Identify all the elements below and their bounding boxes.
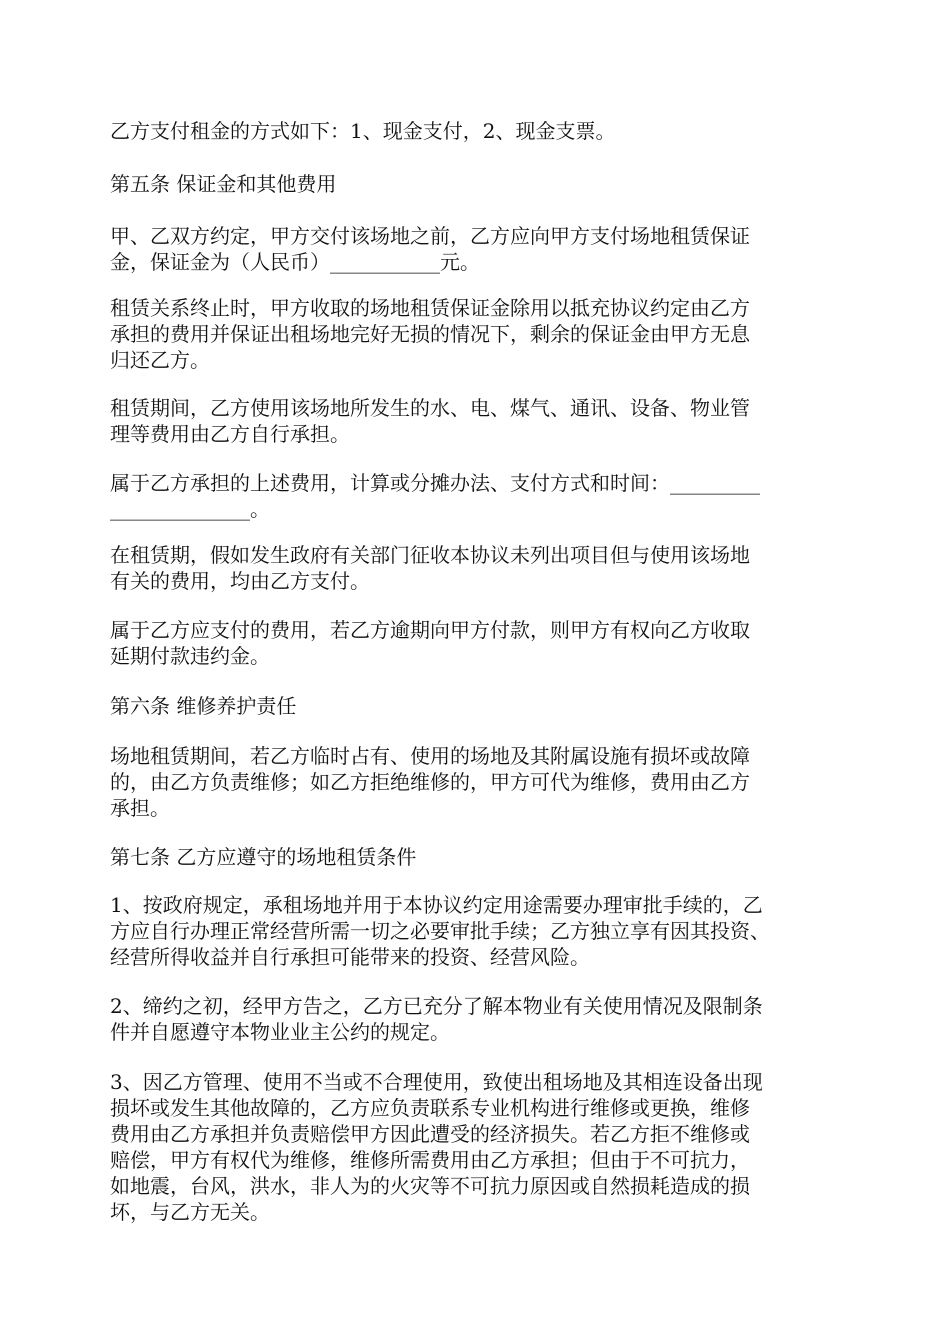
maintenance-paragraph-line-2: 的，由乙方负责维修；如乙方拒绝维修的，甲方可代为维修，费用由乙方 — [110, 770, 750, 794]
fee-calculation-paragraph-line-2: ______________。 — [110, 497, 270, 521]
deposit-paragraph-line-1: 甲、乙双方约定，甲方交付该场地之前，乙方应向甲方支付场地租赁保证 — [110, 224, 750, 248]
condition-3-line-2: 损坏或发生其他故障的，乙方应负责联系专业机构进行维修或更换，维修 — [110, 1096, 750, 1120]
deposit-return-paragraph-line-2: 承担的费用并保证出租场地完好无损的情况下，剩余的保证金由甲方无息 — [110, 322, 750, 346]
deposit-paragraph-line-2: 金，保证金为（人民币）___________元。 — [110, 250, 480, 274]
late-payment-paragraph-line-1: 属于乙方应支付的费用，若乙方逾期向甲方付款，则甲方有权向乙方收取 — [110, 618, 750, 642]
maintenance-paragraph-line-1: 场地租赁期间，若乙方临时占有、使用的场地及其附属设施有损坏或故障 — [110, 744, 750, 768]
article-6-heading: 第六条 维修养护责任 — [110, 694, 297, 718]
condition-1-line-2: 方应自行办理正常经营所需一切之必要审批手续；乙方独立享有因其投资、 — [110, 919, 770, 943]
article-5-heading: 第五条 保证金和其他费用 — [110, 172, 337, 196]
condition-2-line-2: 件并自愿遵守本物业业主公约的规定。 — [110, 1020, 450, 1044]
deposit-return-paragraph-line-3: 归还乙方。 — [110, 348, 210, 372]
article-7-heading: 第七条 乙方应遵守的场地租赁条件 — [110, 845, 417, 869]
condition-3-line-5: 如地震，台风，洪水，非人为的火灾等不可抗力原因或自然损耗造成的损 — [110, 1174, 750, 1198]
condition-3-line-6: 坏，与乙方无关。 — [110, 1200, 270, 1224]
condition-3-line-1: 3、因乙方管理、使用不当或不合理使用，致使出租场地及其相连设备出现 — [110, 1070, 763, 1094]
condition-1-line-1: 1、按政府规定，承租场地并用于本协议约定用途需要办理审批手续的，乙 — [110, 893, 763, 917]
condition-3-line-4: 赔偿，甲方有权代为维修，维修所需费用由乙方承担；但由于不可抗力， — [110, 1148, 750, 1172]
government-fees-paragraph-line-2: 有关的费用，均由乙方支付。 — [110, 569, 370, 593]
fee-calculation-paragraph-line-1: 属于乙方承担的上述费用，计算或分摊办法、支付方式和时间：_________ — [110, 471, 760, 495]
deposit-return-paragraph-line-1: 租赁关系终止时，甲方收取的场地租赁保证金除用以抵充协议约定由乙方 — [110, 296, 750, 320]
utilities-paragraph-line-1: 租赁期间，乙方使用该场地所发生的水、电、煤气、通讯、设备、物业管 — [110, 396, 750, 420]
maintenance-paragraph-line-3: 承担。 — [110, 796, 170, 820]
condition-1-line-3: 经营所得收益并自行承担可能带来的投资、经营风险。 — [110, 945, 590, 969]
condition-2-line-1: 2、缔约之初，经甲方告之，乙方已充分了解本物业有关使用情况及限制条 — [110, 994, 763, 1018]
condition-3-line-3: 费用由乙方承担并负责赔偿甲方因此遭受的经济损失。若乙方拒不维修或 — [110, 1122, 750, 1146]
payment-method-text: 乙方支付租金的方式如下：1、现金支付，2、现金支票。 — [110, 119, 616, 143]
late-payment-paragraph-line-2: 延期付款违约金。 — [110, 644, 270, 668]
government-fees-paragraph-line-1: 在租赁期，假如发生政府有关部门征收本协议未列出项目但与使用该场地 — [110, 543, 750, 567]
utilities-paragraph-line-2: 理等费用由乙方自行承担。 — [110, 422, 350, 446]
